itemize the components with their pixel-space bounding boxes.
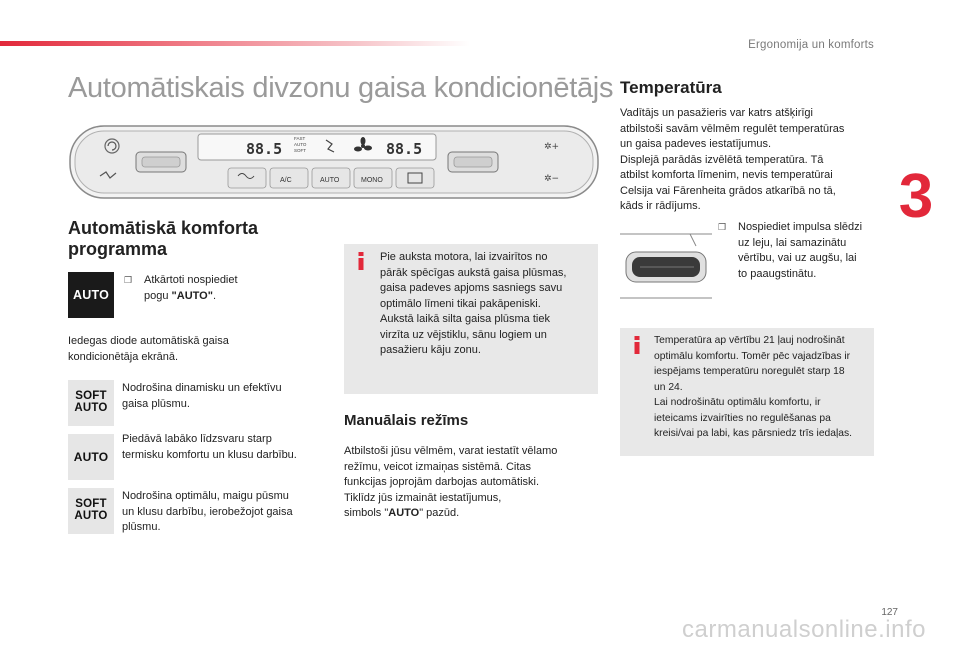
bullet-icon: ❒ xyxy=(124,275,133,285)
bullet-icon: ❒ xyxy=(718,222,727,232)
svg-text:✲+: ✲+ xyxy=(544,142,560,152)
mode-description: Piedāvā labāko līdzsvaru starp termisku komfortu un klusu darbību. xyxy=(122,433,297,461)
fast-label: FAST xyxy=(294,136,306,141)
diode-text: Iedegas diode automātiskā gaisa kondicionētāja ekrānā. xyxy=(68,335,229,363)
cold-engine-note-text: Pie auksta motora, lai izvairītos no pārāk spēcīgas aukstā gaisa plūsmas, gaisa padeves apjoms sasniegs savu optimālo līmeni tikai pakāpeniski. Aukstā laikā silta gaisa plūsma tiek virzīta uz vējstiklu, sānu logiem un pasažieru kāju zonu. xyxy=(380,251,567,356)
page-title: Automātiskais divzonu gaisa kondicionētājs xyxy=(68,72,614,104)
right-temp-display: 88.5 xyxy=(386,140,423,158)
auto-label: AUTO xyxy=(294,142,307,147)
svg-text:✲−: ✲− xyxy=(544,174,560,184)
info-icon xyxy=(354,252,368,270)
mode-description: Nodrošina optimālu, maigu pūsmu un klusu darbību, ierobežojot gaisa plūsmu. xyxy=(122,490,293,533)
section-title: Ergonomija un komforts xyxy=(748,39,874,51)
temperature-info-box xyxy=(620,328,874,456)
temperature-text: Vadītājs un pasažieris var katrs atšķirīgi atbilstoši savām vēlmēm regulēt temperatūras un gaisa padeves iestatījumus. Displejā parādās izvēlētā temperatūra. Tā atbilst komforta līmenim, nevis temperatūrai Celsija vai Fārenheita grādos atkarībā no tā, kāds ir rādījums. xyxy=(620,107,845,212)
climate-control-panel-illustration xyxy=(68,124,600,200)
temperature-switch-illustration xyxy=(620,226,712,302)
soft-label: SOFT xyxy=(294,148,306,153)
auto-mode-badge: AUTO xyxy=(68,434,114,480)
watermark: carmanualsonline.info xyxy=(682,616,926,643)
cold-engine-info-box xyxy=(344,244,598,394)
chapter-number: 3 xyxy=(898,162,934,231)
page-number: 127 xyxy=(881,607,898,618)
comfort-program-heading: Automātiskā komforta programma xyxy=(68,218,259,259)
info-icon xyxy=(630,336,644,354)
left-temp-display: 88.5 xyxy=(246,140,283,158)
header-accent-bar xyxy=(0,41,470,46)
auto-badge: AUTO xyxy=(68,272,114,318)
manual-mode-heading: Manuālais režīms xyxy=(344,412,469,429)
temperature-heading: Temperatūra xyxy=(620,78,722,97)
temperature-step: ❒ Nospiediet impulsa slēdzi uz leju, lai samazinātu vērtību, vai uz augšu, lai to paaugstinātu. xyxy=(718,221,863,280)
mode-description: Nodrošina dinamisku un efektīvu gaisa plūsmu. xyxy=(122,382,282,410)
ac-button-label: A/C xyxy=(280,177,292,184)
comfort-step: ❒ Atkārtoti nospiediet pogu "AUTO". xyxy=(124,274,238,302)
temperature-note-text: Temperatūra ap vērtību 21 ļauj nodrošināt optimālu komfortu. Tomēr pēc vajadzības ir iespējams temperatūru noregulēt starp 18 un 24. Lai nodrošinātu optimālu komfortu, ir ieteicams izvairīties no regulēšanas pa kreisi/vai pa labi, kas pārsniedz trīs iedaļas. xyxy=(654,335,853,439)
soft-auto-badge: SOFT AUTO xyxy=(68,488,114,534)
auto-button-label: AUTO xyxy=(320,177,340,184)
manual-mode-text: Atbilstoši jūsu vēlmēm, varat iestatīt vēlamo režīmu, veicot izmaiņas sistēmā. Citas funkcijas joprojām darbojas automātiski. Tiklīdz jūs izmaināt iestatījumus, simbols "AUTO" pazūd. xyxy=(344,445,558,519)
mono-button-label: MONO xyxy=(361,177,383,184)
soft-auto-badge: SOFT AUTO xyxy=(68,380,114,426)
